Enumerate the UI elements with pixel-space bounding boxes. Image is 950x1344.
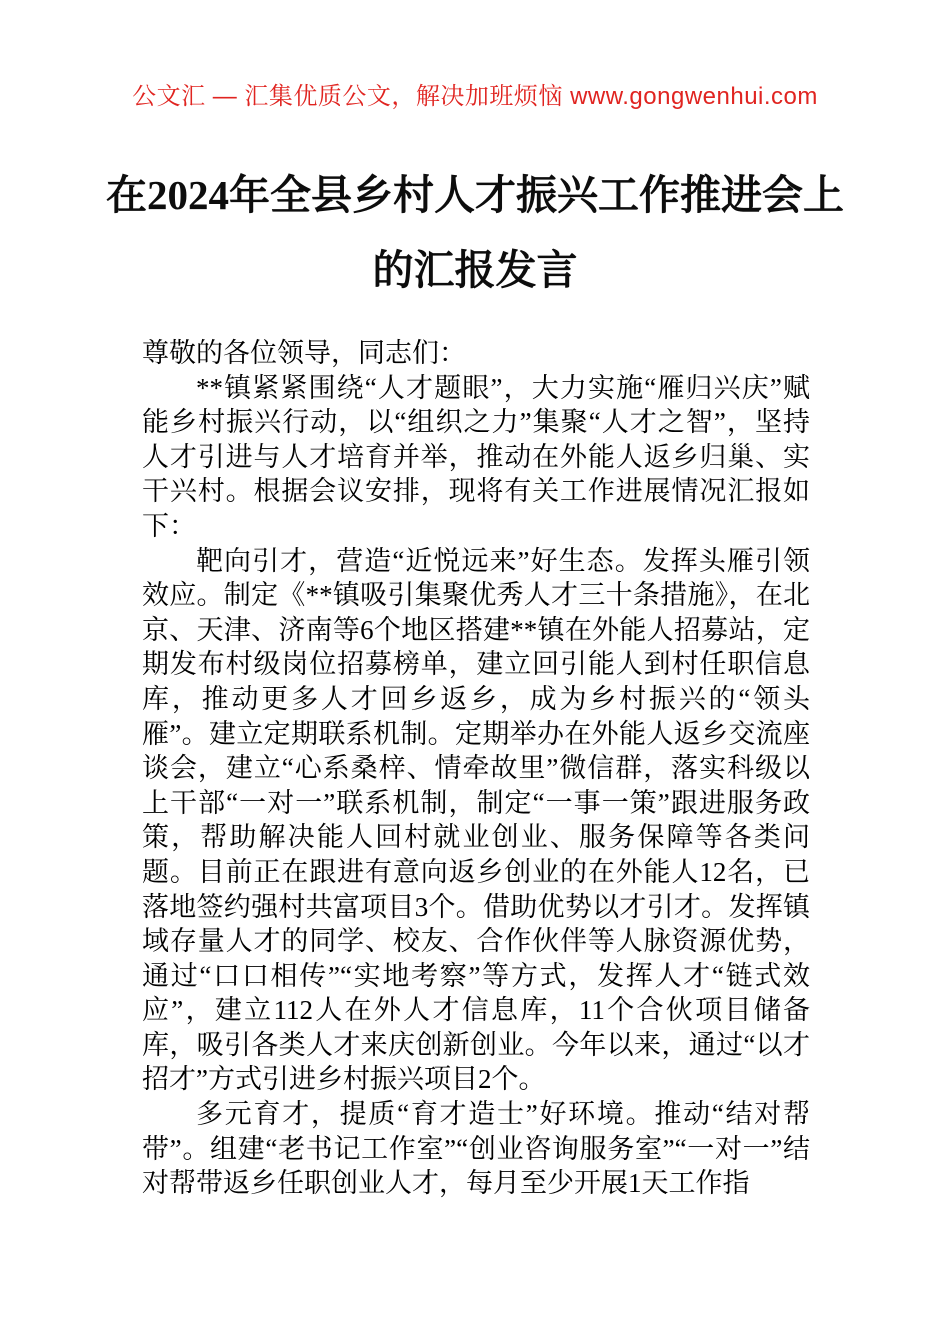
site-banner-text: 公文汇 — 汇集优质公文，解决加班烦恼 www.gongwenhui.com bbox=[132, 83, 818, 110]
paragraph-talent-recruiting: 靶向引才，营造“近悦远来”好生态。发挥头雁引领效应。制定《**镇吸引集聚优秀人才三十条措施》，在北京、天津、济南等6个地区搭建**镇在外能人招募站，定期发布村级岗位招募榜单，建立回引能人到村任职信息库，推动更多人才回乡返乡，成为乡村振兴的“领头雁”。建立定期联系机制。定期举办在外能人返乡交流座谈会，建立“心系桑梓、情牵故里”微信群，落实科级以上干部“一对一”联系机制，制定“一事一策”跟进服务政策，帮助解决能人回村就业创业、服务保障等各类问题。目前正在跟进有意向返乡创业的在外能人12名，已落地签约强村共富项目3个。借助优势以才引才。发挥镇域存量人才的同学、校友、合作伙伴等人脉资源优势，通过“口口相传”“实地考察”等方式，发挥人才“链式效应”，建立112人在外人才信息库，11个合伙项目储备库，吸引各类人才来庆创新创业。今年以来，通过“以才招才”方式引进乡村振兴项目2个。 bbox=[142, 545, 810, 1095]
paragraph-overview: **镇紧紧围绕“人才题眼”，大力实施“雁归兴庆”赋能乡村振兴行动，以“组织之力”集聚“人才之智”，坚持人才引进与人才培育并举，推动在外能人返乡归巢、实干兴村。根据会议安排，现将有关工作进展情况汇报如下： bbox=[142, 372, 810, 541]
salutation-line: 尊敬的各位领导，同志们： bbox=[142, 338, 466, 368]
document-body bbox=[142, 336, 810, 1201]
document-title: 在2024年全县乡村人才振兴工作推进会上的汇报发言 bbox=[106, 172, 844, 293]
paragraph-talent-cultivation: 多元育才，提质“育才造士”好环境。推动“结对帮带”。组建“老书记工作室”“创业咨询服务室”“一对一”结对帮带返乡任职创业人才，每月至少开展1天工作指 bbox=[142, 1099, 810, 1199]
